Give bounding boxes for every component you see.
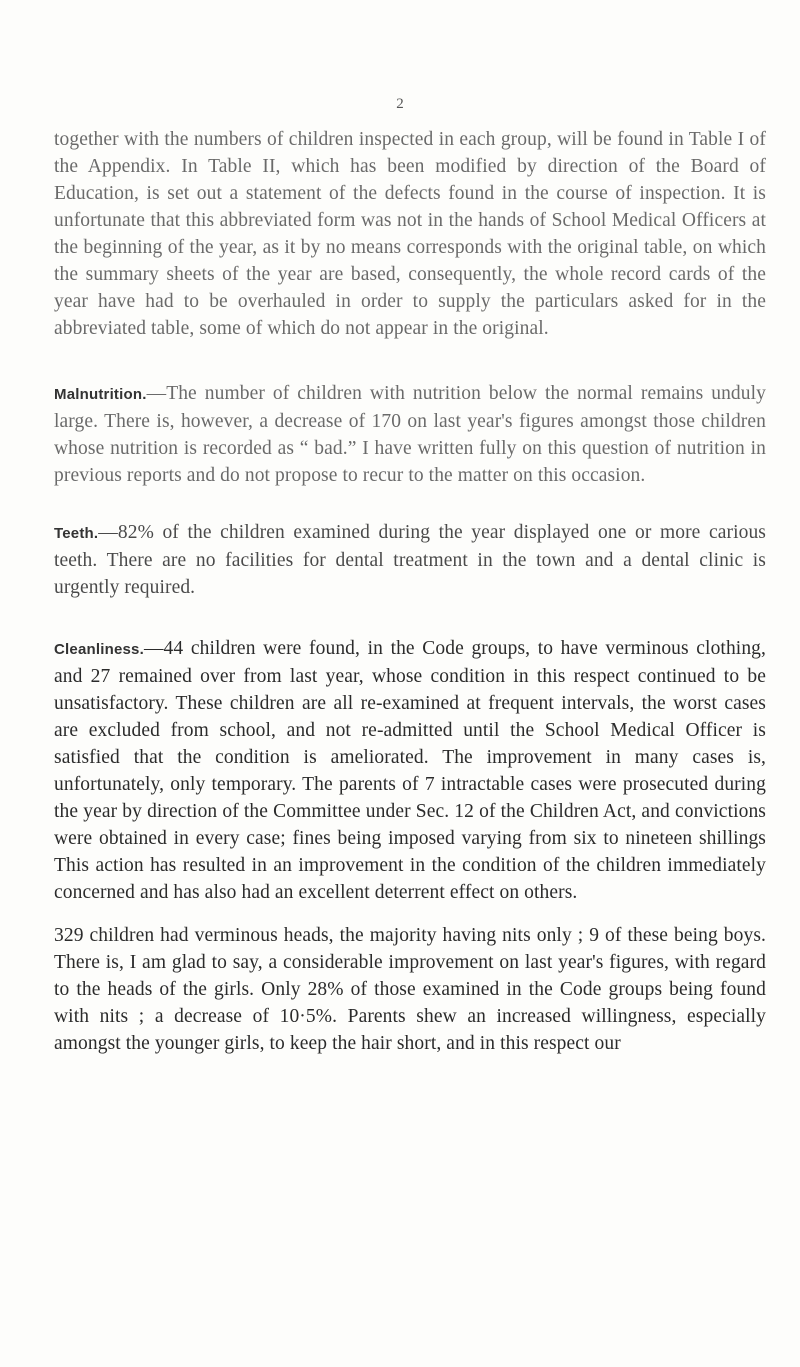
malnutrition-heading: Malnutrition.	[54, 386, 147, 403]
teeth-heading: Teeth.	[54, 525, 99, 542]
page-body	[54, 126, 766, 1057]
intro-paragraph: together with the numbers of children inspected in each group, will be found in Table I of the Appendix. In Table II, which has been modified by direction of the Board of Education, is set out a statement of the defects found in the course of inspection. It is unfortunate that this abbreviated form was not in the hands of School Medical Officers at the beginning of the year, as it by no means corresponds with the original table, on which the summary sheets of the year are based, consequently, the whole record cards of the year have had to be overhauled in order to supply the particulars asked for in the abbreviated table, some of which do not appear in the original.	[54, 129, 766, 339]
malnutrition-text: —The number of children with nutrition below the normal remains unduly large. There is, however, a decrease of 170 on last year's figures amongst those children whose nutrition is recorded as “ bad.” I have written fully on this question of nutrition in previous reports and do not propose to recur to the matter on this occasion.	[54, 383, 766, 486]
verminous-heads-paragraph: 329 children had verminous heads, the majority having nits only ; 9 of these being boys. There is, I am glad to say, a considerable improvement on last year's figures, with regard to the heads of the girls. Only 28% of those examined in the Code groups being found with nits ; a decrease of 10·5%. Parents shew an increased willingness, especially amongst the younger girls, to keep the hair short, and in this respect our	[54, 925, 766, 1054]
teeth-paragraph	[54, 519, 766, 601]
cleanliness-paragraph	[54, 635, 766, 906]
page-number: 2	[396, 96, 404, 112]
cleanliness-heading: Cleanliness.	[54, 641, 144, 658]
cleanliness-text: —44 children were found, in the Code groups, to have verminous clothing, and 27 remained over from last year, whose condition in this respect continued to be unsatisfactory. These children are all re-examined at frequent intervals, the worst cases are excluded from school, and not re-admitted until the School Medical Officer is satisfied that the condition is ameliorated. The improvement in many cases is, unfortunately, only temporary. The parents of 7 intractable cases were prosecuted during the year by direction of the Committee under Sec. 12 of the Children Act, and convictions were obtained in every case; fines being imposed varying from six to nineteen shillings This action has resulted in an improvement in the condition of the children immediately concerned and has also had an excellent deterrent effect on others.	[54, 638, 766, 903]
malnutrition-paragraph	[54, 380, 766, 489]
teeth-text: —82% of the children examined during the year displayed one or more carious teeth. There are no facilities for dental treatment in the town and a dental clinic is urgently required.	[54, 522, 766, 598]
